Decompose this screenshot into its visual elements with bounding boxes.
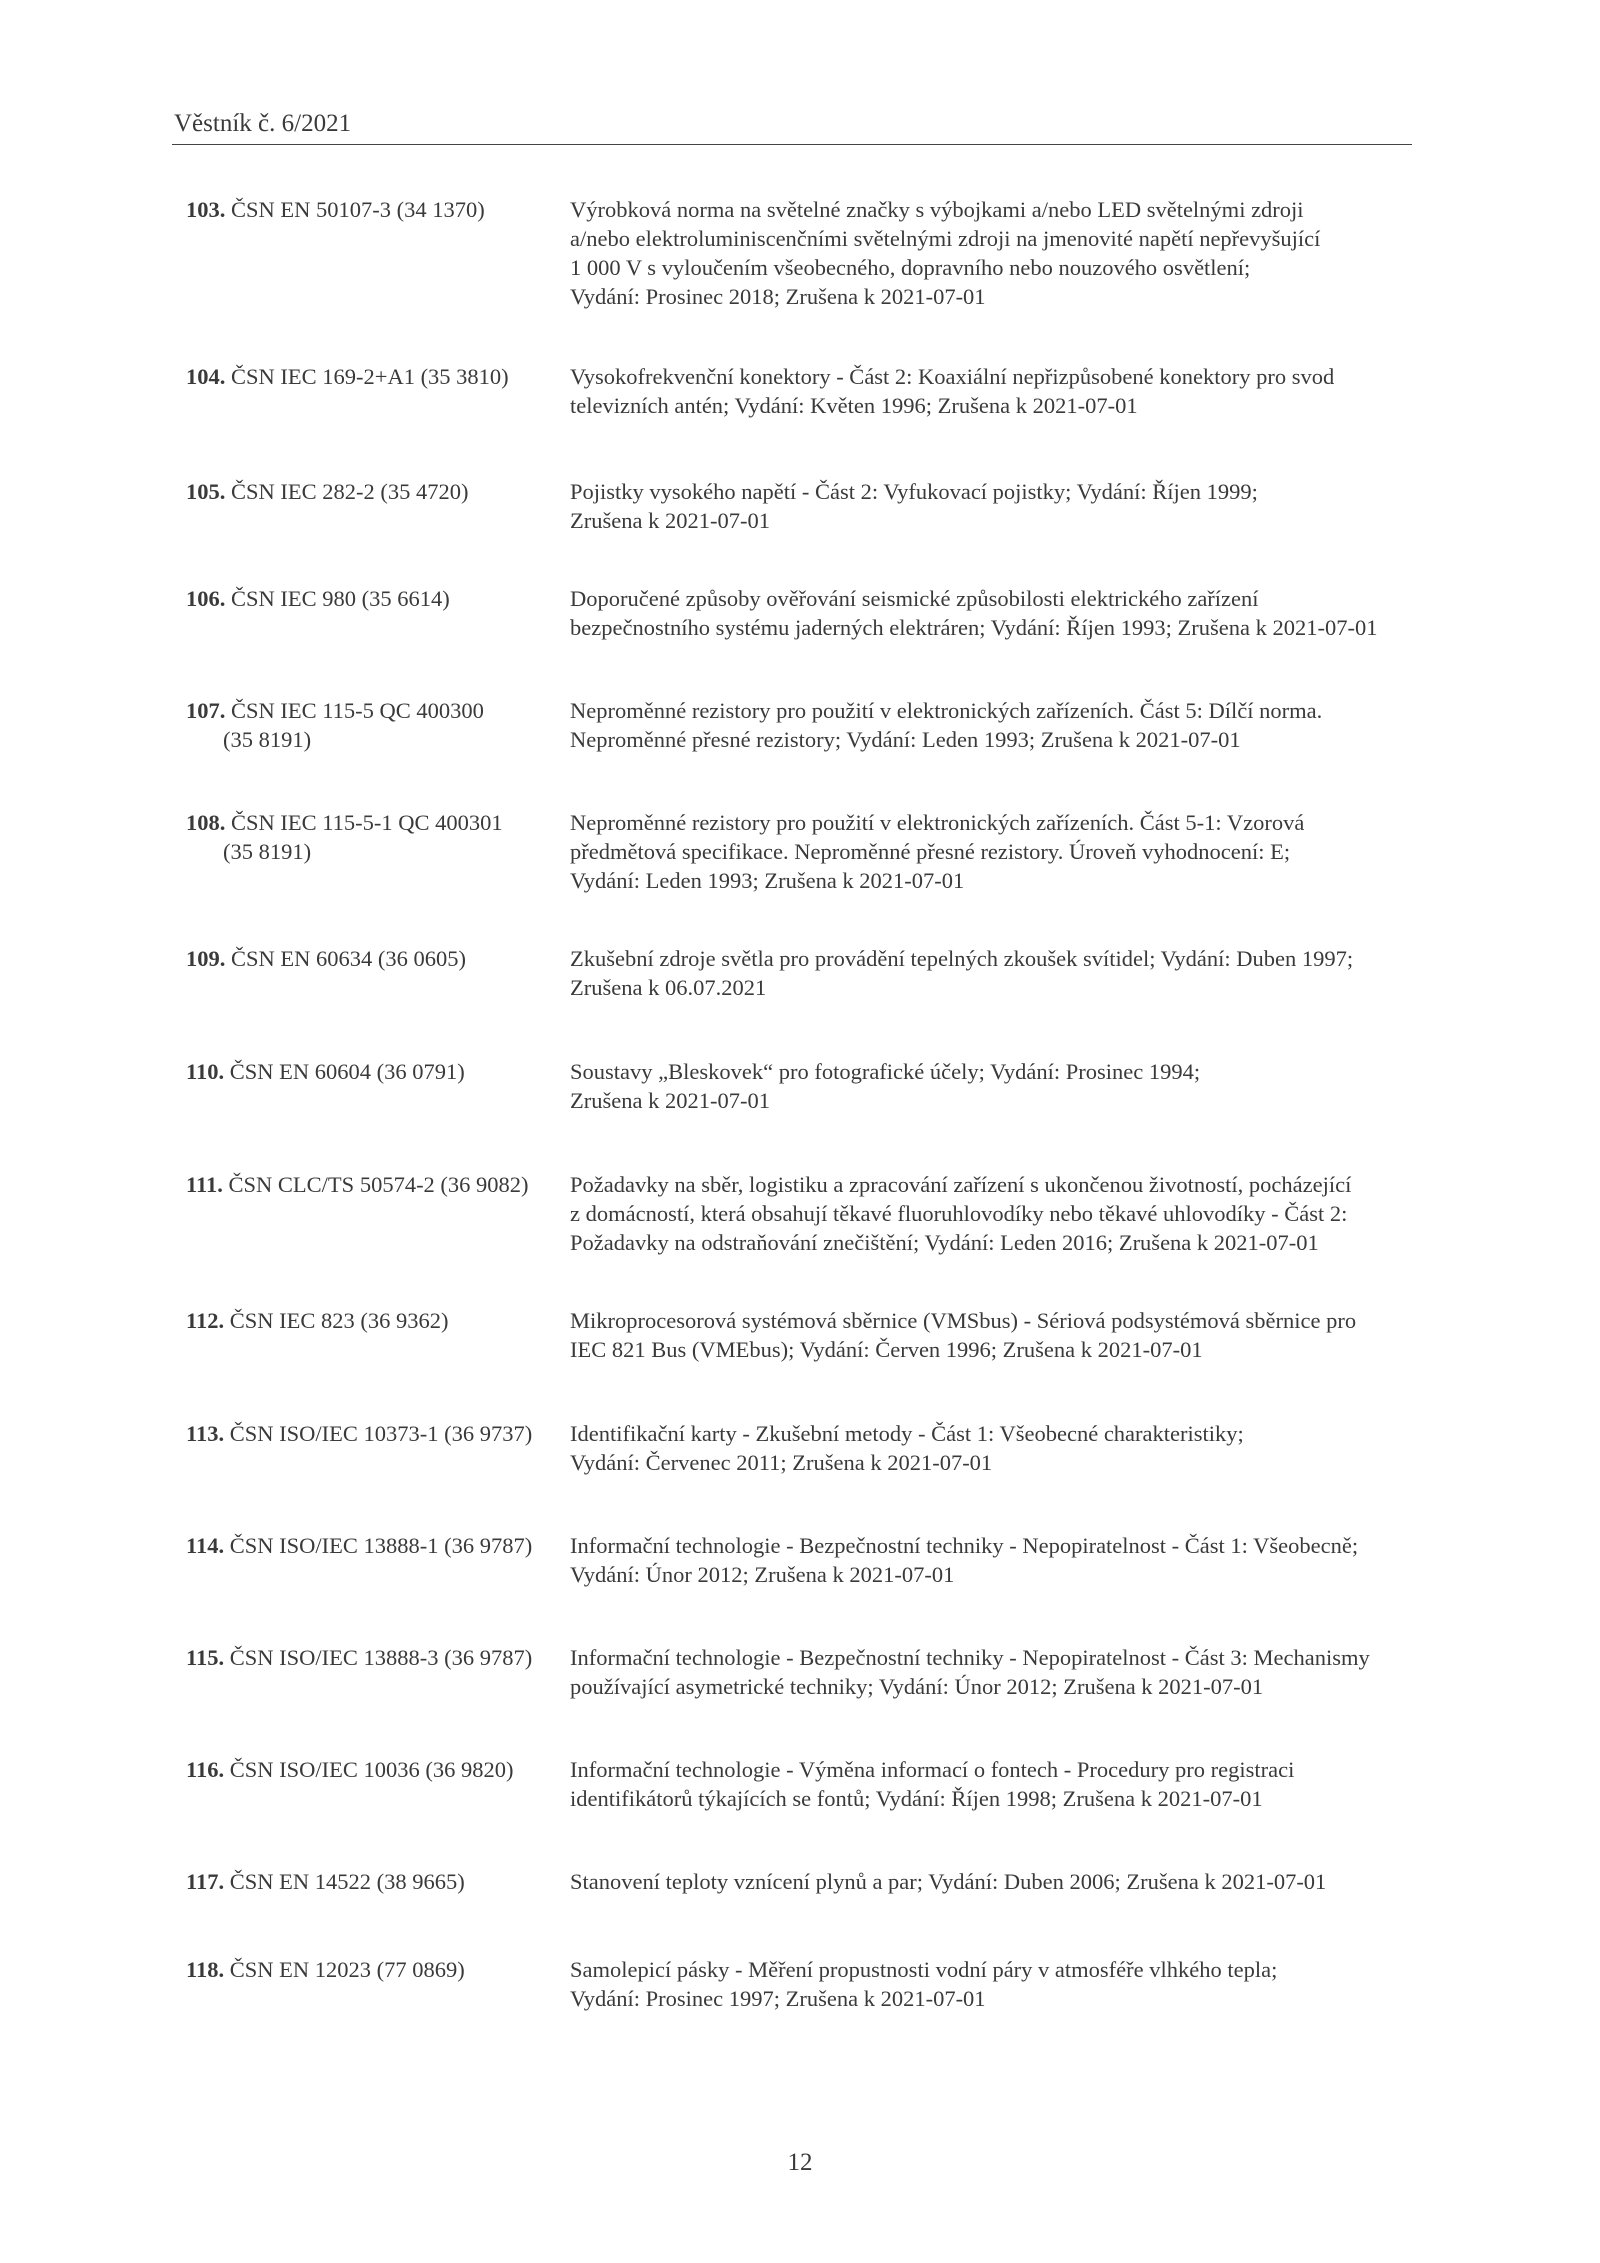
standard-description bbox=[570, 808, 1426, 895]
standard-description bbox=[570, 1170, 1426, 1257]
standard-designation: ČSN EN 60604 (36 0791) bbox=[229, 1059, 465, 1084]
description-line: Neproměnné rezistory pro použití v elektronických zařízeních. Část 5: Dílčí norma. bbox=[570, 698, 1323, 723]
standard-code-continuation: (35 8191) bbox=[223, 727, 312, 752]
standard-code-line bbox=[186, 1419, 558, 1448]
description-line: Zkušební zdroje světla pro provádění tepelných zkoušek svítidel; Vydání: Duben 1997; bbox=[570, 946, 1354, 971]
description-line: Informační technologie - Výměna informací o fontech - Procedury pro registraci bbox=[570, 1757, 1295, 1782]
entry-number: 104. bbox=[186, 364, 226, 389]
description-line: Samolepicí pásky - Měření propustnosti vodní páry v atmosféře vlhkého tepla; bbox=[570, 1957, 1278, 1982]
description-line: Zrušena k 06.07.2021 bbox=[570, 975, 767, 1000]
description-line: Identifikační karty - Zkušební metody - Část 1: Všeobecné charakteristiky; bbox=[570, 1421, 1244, 1446]
entry-number: 117. bbox=[186, 1869, 225, 1894]
entry-number: 115. bbox=[186, 1645, 225, 1670]
standard-code-line bbox=[186, 696, 558, 725]
standard-description bbox=[570, 1867, 1426, 1896]
standard-description bbox=[570, 1306, 1426, 1364]
entry-number: 118. bbox=[186, 1957, 225, 1982]
standard-code bbox=[186, 944, 558, 973]
entry-number: 111. bbox=[186, 1172, 223, 1197]
standard-designation: ČSN EN 50107-3 (34 1370) bbox=[231, 197, 485, 222]
standard-designation: ČSN ISO/IEC 13888-3 (36 9787) bbox=[229, 1645, 533, 1670]
description-line: Vysokofrekvenční konektory - Část 2: Koaxiální nepřizpůsobené konektory pro svod bbox=[570, 364, 1335, 389]
description-line: Vydání: Únor 2012; Zrušena k 2021-07-01 bbox=[570, 1562, 955, 1587]
entry-number: 108. bbox=[186, 810, 226, 835]
standard-designation: ČSN CLC/TS 50574-2 (36 9082) bbox=[228, 1172, 529, 1197]
entry-number: 114. bbox=[186, 1533, 225, 1558]
description-line: Požadavky na sběr, logistiku a zpracování zařízení s ukončenou životností, pocházející bbox=[570, 1172, 1352, 1197]
description-line: Stanovení teploty vznícení plynů a par; Vydání: Duben 2006; Zrušena k 2021-07-01 bbox=[570, 1869, 1327, 1894]
standard-designation: ČSN IEC 823 (36 9362) bbox=[229, 1308, 449, 1333]
standard-code bbox=[186, 1955, 558, 1984]
description-line: předmětová specifikace. Neproměnné přesné rezistory. Úroveň vyhodnocení: E; bbox=[570, 839, 1291, 864]
standard-code bbox=[186, 195, 558, 224]
standard-code-line bbox=[186, 362, 558, 391]
description-line: Soustavy „Bleskovek“ pro fotografické účely; Vydání: Prosinec 1994; bbox=[570, 1059, 1201, 1084]
standard-code-line bbox=[186, 1955, 558, 1984]
standard-description bbox=[570, 1643, 1426, 1701]
description-line: Vydání: Červenec 2011; Zrušena k 2021-07-01 bbox=[570, 1450, 993, 1475]
standard-code bbox=[186, 1867, 558, 1896]
standard-code bbox=[186, 362, 558, 391]
standard-designation: ČSN IEC 115-5 QC 400300 bbox=[231, 698, 484, 723]
standard-code bbox=[186, 1419, 558, 1448]
standard-code-line bbox=[186, 1755, 558, 1784]
entry-number: 110. bbox=[186, 1059, 225, 1084]
standard-description bbox=[570, 195, 1426, 311]
standard-description bbox=[570, 584, 1426, 642]
description-line: Zrušena k 2021-07-01 bbox=[570, 508, 770, 533]
entry-number: 107. bbox=[186, 698, 226, 723]
standard-code-line bbox=[186, 808, 558, 837]
description-line: Výrobková norma na světelné značky s výbojkami a/nebo LED světelnými zdroji bbox=[570, 197, 1304, 222]
description-line: bezpečnostního systému jaderných elektráren; Vydání: Říjen 1993; Zrušena k 2021-07-01 bbox=[570, 615, 1378, 640]
description-line: IEC 821 Bus (VMEbus); Vydání: Červen 1996; Zrušena k 2021-07-01 bbox=[570, 1337, 1203, 1362]
bulletin-title: Věstník č. 6/2021 bbox=[174, 110, 352, 137]
standard-code bbox=[186, 1643, 558, 1672]
standard-description bbox=[570, 1755, 1426, 1813]
description-line: a/nebo elektroluminiscenčními světelnými zdroji na jmenovité napětí nepřevyšující bbox=[570, 226, 1321, 251]
description-line: Informační technologie - Bezpečnostní techniky - Nepopiratelnost - Část 3: Mechanismy bbox=[570, 1645, 1370, 1670]
entry-number: 112. bbox=[186, 1308, 225, 1333]
standard-code bbox=[186, 1531, 558, 1560]
standard-description bbox=[570, 362, 1426, 420]
description-line: z domácností, která obsahují těkavé fluoruhlovodíky nebo těkavé uhlovodíky - Část 2: bbox=[570, 1201, 1348, 1226]
description-line: Doporučené způsoby ověřování seismické způsobilosti elektrického zařízení bbox=[570, 586, 1259, 611]
standard-designation: ČSN ISO/IEC 10036 (36 9820) bbox=[229, 1757, 514, 1782]
description-line: Vydání: Prosinec 1997; Zrušena k 2021-07-01 bbox=[570, 1986, 986, 2011]
standard-description bbox=[570, 1057, 1426, 1115]
standard-code bbox=[186, 1057, 558, 1086]
standard-designation: ČSN IEC 980 (35 6614) bbox=[231, 586, 450, 611]
description-line: Mikroprocesorová systémová sběrnice (VMSbus) - Sériová podsystémová sběrnice pro bbox=[570, 1308, 1357, 1333]
standard-code bbox=[186, 696, 558, 754]
description-line: identifikátorů týkajících se fontů; Vydání: Říjen 1998; Zrušena k 2021-07-01 bbox=[570, 1786, 1263, 1811]
description-line: Požadavky na odstraňování znečištění; Vydání: Leden 2016; Zrušena k 2021-07-01 bbox=[570, 1230, 1319, 1255]
standard-designation: ČSN EN 12023 (77 0869) bbox=[229, 1957, 465, 1982]
standard-description bbox=[570, 944, 1426, 1002]
standard-code bbox=[186, 584, 558, 613]
description-line: Vydání: Leden 1993; Zrušena k 2021-07-01 bbox=[570, 868, 965, 893]
entry-number: 116. bbox=[186, 1757, 225, 1782]
standard-designation: ČSN IEC 282-2 (35 4720) bbox=[231, 479, 469, 504]
standard-code-continuation: (35 8191) bbox=[223, 839, 312, 864]
standard-designation: ČSN EN 60634 (36 0605) bbox=[231, 946, 466, 971]
standard-code-line bbox=[186, 1531, 558, 1560]
entry-number: 106. bbox=[186, 586, 226, 611]
standard-designation: ČSN IEC 115-5-1 QC 400301 bbox=[231, 810, 503, 835]
standard-code-line bbox=[186, 1306, 558, 1335]
standard-designation: ČSN IEC 169-2+A1 (35 3810) bbox=[231, 364, 509, 389]
standard-code bbox=[186, 1170, 558, 1199]
entry-number: 103. bbox=[186, 197, 226, 222]
standard-description bbox=[570, 477, 1426, 535]
standard-designation: ČSN EN 14522 (38 9665) bbox=[229, 1869, 465, 1894]
standard-description bbox=[570, 1419, 1426, 1477]
standard-designation: ČSN ISO/IEC 13888-1 (36 9787) bbox=[229, 1533, 533, 1558]
standard-code-line bbox=[186, 477, 558, 506]
description-line: 1 000 V s vyloučením všeobecného, dopravního nebo nouzového osvětlení; bbox=[570, 255, 1251, 280]
page-number: 12 bbox=[787, 2149, 813, 2176]
description-line: používající asymetrické techniky; Vydání: Únor 2012; Zrušena k 2021-07-01 bbox=[570, 1674, 1264, 1699]
standard-code-line bbox=[186, 1643, 558, 1672]
description-line: Informační technologie - Bezpečnostní techniky - Nepopiratelnost - Část 1: Všeobecně; bbox=[570, 1533, 1359, 1558]
standard-code bbox=[186, 808, 558, 866]
standard-code-line bbox=[186, 1057, 558, 1086]
standard-code bbox=[186, 1306, 558, 1335]
standard-description bbox=[570, 696, 1426, 754]
description-line: Neproměnné rezistory pro použití v elektronických zařízeních. Část 5-1: Vzorová bbox=[570, 810, 1305, 835]
standard-code-line bbox=[186, 944, 558, 973]
description-line: Pojistky vysokého napětí - Část 2: Vyfukovací pojistky; Vydání: Říjen 1999; bbox=[570, 479, 1258, 504]
description-line: televizních antén; Vydání: Květen 1996; Zrušena k 2021-07-01 bbox=[570, 393, 1138, 418]
standard-description bbox=[570, 1955, 1426, 2013]
standard-description bbox=[570, 1531, 1426, 1589]
description-line: Vydání: Prosinec 2018; Zrušena k 2021-07-01 bbox=[570, 284, 986, 309]
standard-designation: ČSN ISO/IEC 10373-1 (36 9737) bbox=[229, 1421, 533, 1446]
standard-code-line bbox=[186, 584, 558, 613]
entry-number: 105. bbox=[186, 479, 226, 504]
description-line: Neproměnné přesné rezistory; Vydání: Leden 1993; Zrušena k 2021-07-01 bbox=[570, 727, 1241, 752]
standard-code bbox=[186, 477, 558, 506]
page-header bbox=[172, 110, 1412, 145]
standard-code-line bbox=[186, 195, 558, 224]
standard-code-line bbox=[186, 1867, 558, 1896]
entry-number: 109. bbox=[186, 946, 226, 971]
standard-code bbox=[186, 1755, 558, 1784]
description-line: Zrušena k 2021-07-01 bbox=[570, 1088, 770, 1113]
standard-code-line bbox=[186, 1170, 558, 1199]
entry-number: 113. bbox=[186, 1421, 225, 1446]
